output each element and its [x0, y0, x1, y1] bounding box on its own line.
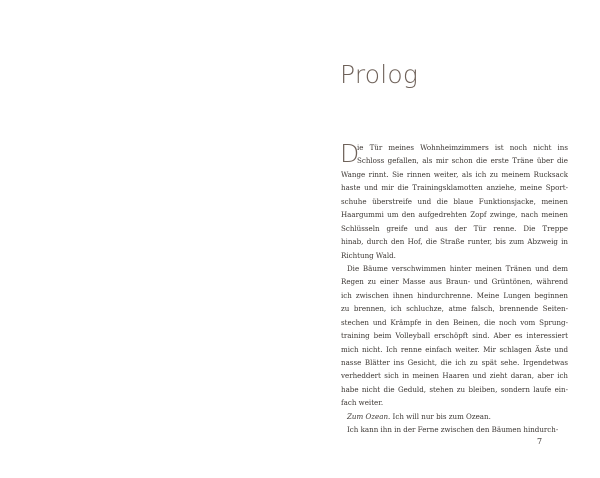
text-line: zu brennen, ich schluchze, atme falsch, brennende Seiten-	[341, 304, 568, 314]
page-number: 7	[537, 437, 543, 446]
text-line: ich zwischen ihnen hindurchrenne. Meine Lungen beginnen	[341, 290, 568, 300]
text-line: Haargummi um den aufgedrehten Zopf zwinge, nach meinen	[341, 210, 568, 220]
text-line: habe nicht die Geduld, stehen zu bleiben, sondern laufe ein-	[341, 384, 568, 394]
text-line: Die Bäume verschwimmen hinter meinen Tränen und dem	[347, 263, 568, 273]
text-line: nasse Blätter ins Gesicht, die ich zu spät sehe. Irgendetwas	[341, 358, 568, 367]
text-line: Ich kann ihn in der Ferne zwischen den Bäumen hindurch-	[347, 425, 559, 435]
text-line: mich nicht. Ich renne einfach weiter. Mir schlagen Äste und	[341, 344, 568, 354]
text-line: Richtung Wald.	[341, 250, 396, 260]
text-line: schuhe überstreife und die blaue Funktionsjacke, meinen	[341, 196, 568, 206]
text-line: Zum Ozean. Ich will nur bis zum Ozean.	[347, 411, 491, 421]
text-line: verheddert sich in meinen Haaren und zieht daran, aber ich	[341, 371, 568, 381]
italic-text: Zum Ozean.	[347, 411, 391, 421]
chapter-title: Prolog	[340, 60, 419, 89]
text-line: Wange rinnt. Sie rinnen weiter, als ich zu meinem Rucksack	[341, 169, 568, 179]
text-line: haste und mir die Trainingsklamotten anziehe, meine Sport-	[341, 183, 568, 193]
text-line: ie Tür meines Wohnheimzimmers ist noch nicht ins	[357, 143, 568, 152]
text-line: training beim Volleyball erschöpft sind. Aber es interessiert	[341, 331, 568, 341]
text-line: Schloss gefallen, als mir schon die erste Träne über die	[357, 156, 568, 166]
text-line: hinab, durch den Hof, die Straße runter, bis zum Abzweig in	[341, 237, 568, 247]
drop-cap: D	[340, 139, 360, 168]
text-line: fach weiter.	[341, 398, 384, 408]
text-line: stechen und Krämpfe in den Beinen, die noch vom Sprung-	[341, 317, 568, 327]
chapter-body	[341, 141, 568, 437]
text-line: Regen zu einer Masse aus Braun- und Grüntönen, während	[341, 277, 568, 287]
text-line: Schlüsseln greife und aus der Tür renne. Die Treppe	[341, 223, 568, 233]
